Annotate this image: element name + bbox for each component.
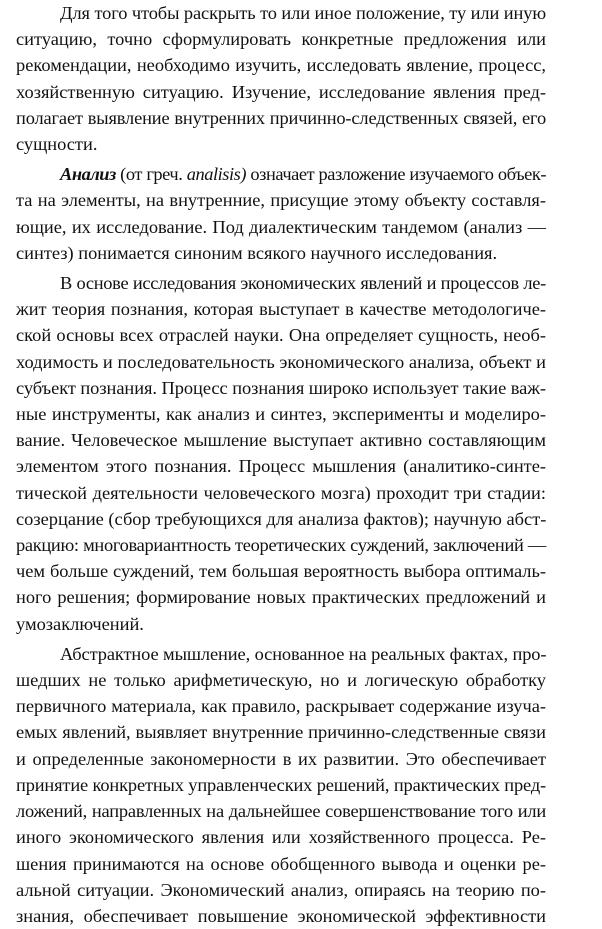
text-line: та на элементы, на внутренние, присущие этому объекту составля- [16,190,546,211]
text-line: емых явлений, выявляет внутренние причинно-следственные связи [16,722,546,743]
text-line: тической деятельности человеческого мозга) проходит три стадии: [16,482,546,503]
text-line: и определенные закономерности в их развитии. Это обеспечивает [16,748,546,769]
text-line: ложений, направленных на дальнейшее совершенствование того или [16,801,546,822]
text-line: В основе исследования экономических явлений и процессов ле- [60,273,546,294]
text-line: субъект познания. Процесс познания широко использует такие важ- [16,377,546,398]
latin-word: analisis) [186,164,247,185]
text-line: ходимость и последовательность экономического анализа, объект и [16,351,546,372]
text-line: иного экономического явления или хозяйственного процесса. Ре- [16,827,546,848]
paragraph-2 [16,161,590,266]
text-line: принятие конкретных управленческих решений, практических пред- [16,774,546,795]
text-line: жит теория познания, которая выступает в качестве методологиче- [16,299,546,320]
text-line: ные инструменты, как анализ и синтез, эксперименты и моделиро- [16,404,546,425]
text-line: первичного материала, как правило, раскрывает содержание изуча- [16,696,546,717]
text-line: рекомендации, необходимо изучить, исследовать явление, процесс, [16,55,546,76]
text-line: хозяйственную ситуацию. Изучение, исследование явления пред- [16,81,546,102]
text-line: ющие, их исследование. Под диалектическим тандемом (анализ — [16,216,546,237]
text-line: сущности. [16,134,98,155]
text-line: ской основы всех отраслей науки. Она определяет сущность, необ- [16,325,546,346]
text-line: созерцание (сбор требующихся для анализа фактов); научную абст- [16,508,547,529]
text-line: вание. Человеческое мышление выступает активно составляющим [16,430,546,451]
text-line: ситуацию, точно сформулировать конкретные предложения или [16,29,546,50]
paragraph-4 [16,641,590,929]
text-line: Абстрактное мышление, основанное на реальных фактах, про- [60,643,547,664]
text-line: шедших не только арифметическую, но и логическую обработку [16,670,546,691]
text-line: альной ситуации. Экономический анализ, опираясь на теорию по- [16,879,546,900]
text-line: элементом этого познания. Процесс мышления (аналитико-синте- [16,456,546,477]
text-line: Для того чтобы раскрыть то или иное положение, ту или иную [60,3,546,23]
defined-term: Анализ [60,164,116,185]
text-line: полагает выявление внутренних причинно-следственных связей, его [16,107,546,128]
text-line: умозаключений. [16,613,144,634]
text-line: ного решения; формирование новых практических предложений и [16,587,546,608]
paragraph-1 [16,0,590,157]
text-line: ракцию: многовариантность теоретических суждений, заключений — [16,535,546,556]
text-line [16,161,546,187]
text-line: синтез) понимается синоним всякого научного исследования. [16,242,498,263]
document-page [16,0,590,929]
paragraph-3 [16,270,590,637]
term-etymology-prefix: (от греч. [115,164,187,185]
term-definition-start: означает разложение изучаемого объек- [246,164,546,185]
text-line: чем больше суждений, тем большая вероятность выбора оптималь- [16,561,546,582]
text-line: шения принимаются на основе обобщенного вывода и оценки ре- [16,853,546,874]
text-line: знания, обеспечивает повышение экономической эффективности [16,905,546,926]
